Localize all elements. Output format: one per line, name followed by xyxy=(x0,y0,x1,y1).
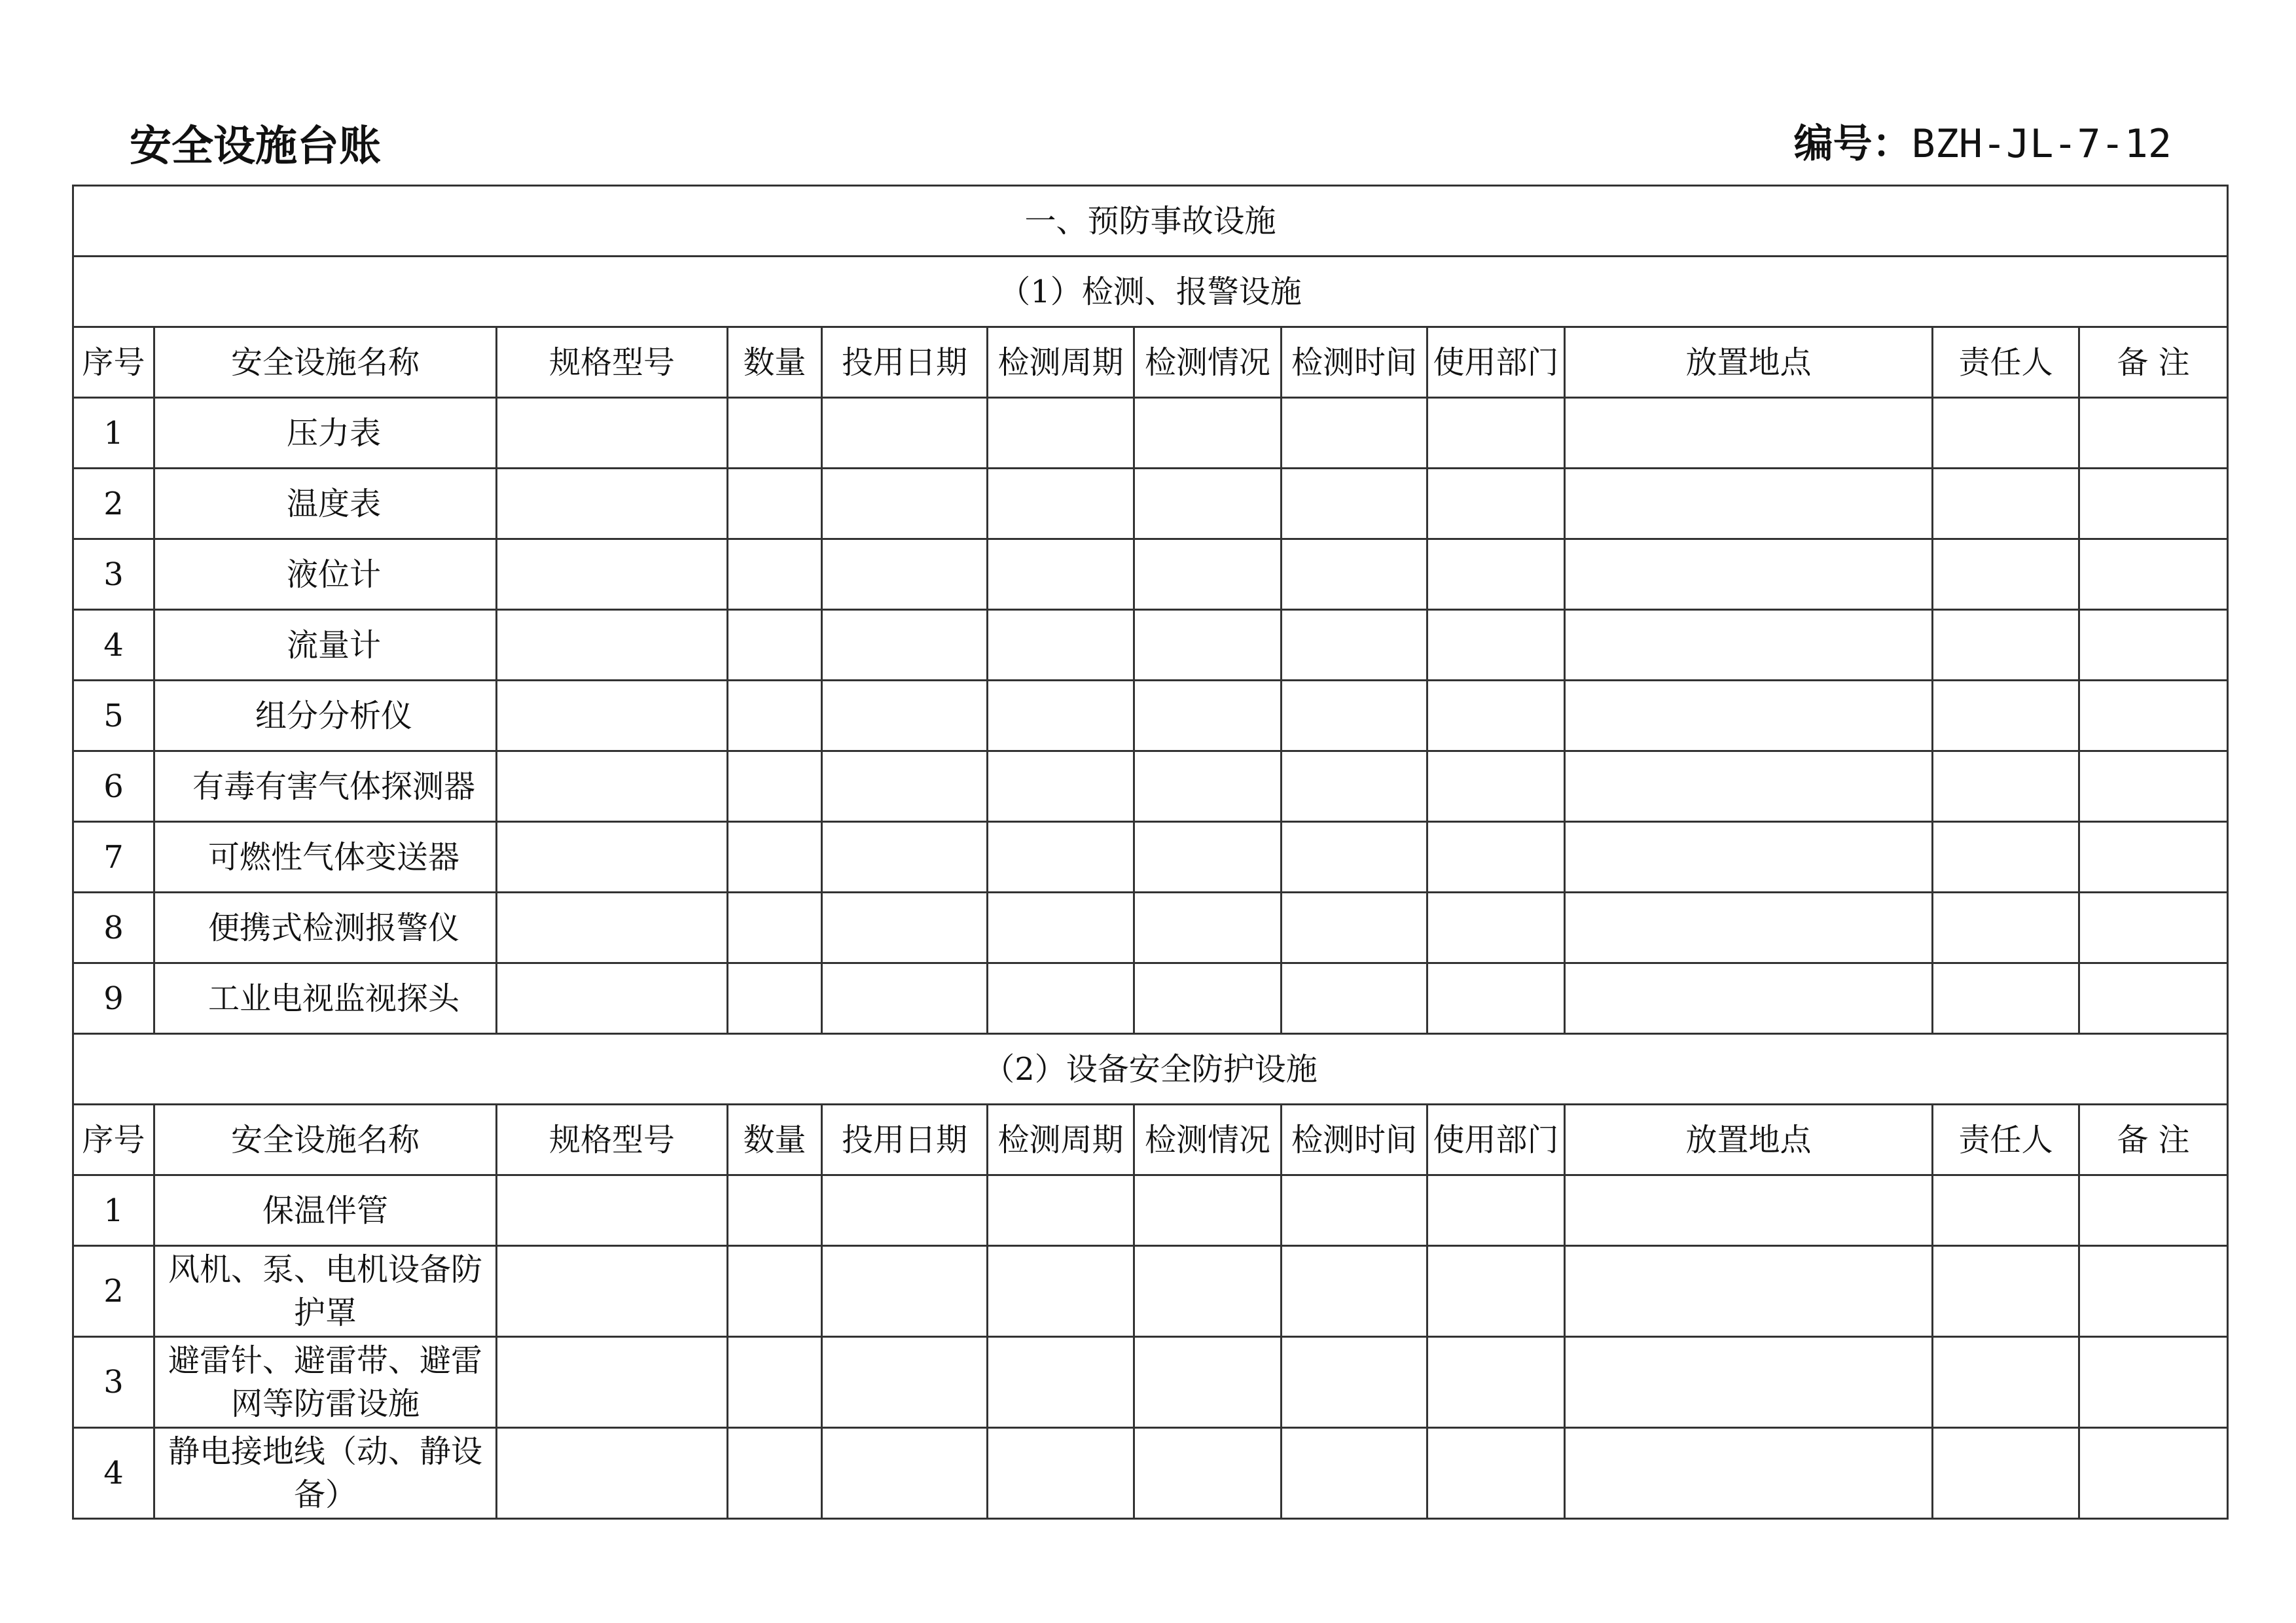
part2-title-row xyxy=(73,1034,2228,1105)
empty-cell xyxy=(497,1428,728,1519)
empty-cell xyxy=(1565,751,1933,822)
empty-cell xyxy=(497,751,728,822)
row-number: 3 xyxy=(73,539,154,610)
empty-cell xyxy=(988,1428,1134,1519)
facility-name: 保温伴管 xyxy=(154,1175,497,1246)
empty-cell xyxy=(988,539,1134,610)
column-header: 规格型号 xyxy=(497,327,728,398)
empty-cell xyxy=(1134,398,1282,469)
empty-cell xyxy=(988,681,1134,751)
empty-cell xyxy=(497,610,728,681)
empty-cell xyxy=(1933,751,2079,822)
empty-cell xyxy=(822,681,988,751)
empty-cell xyxy=(1933,610,2079,681)
empty-cell xyxy=(1282,398,1427,469)
row-number: 5 xyxy=(73,681,154,751)
empty-cell xyxy=(2079,469,2228,539)
column-header: 安全设施名称 xyxy=(154,327,497,398)
empty-cell xyxy=(728,893,822,963)
document-code xyxy=(1794,113,2172,169)
empty-cell xyxy=(728,681,822,751)
table-row xyxy=(73,1337,2228,1428)
empty-cell xyxy=(1134,469,1282,539)
empty-cell xyxy=(822,822,988,893)
facility-name: 静电接地线（动、静设备） xyxy=(154,1428,497,1519)
column-header: 检测情况 xyxy=(1134,327,1282,398)
empty-cell xyxy=(1282,469,1427,539)
facility-name: 风机、泵、电机设备防护罩 xyxy=(154,1246,497,1337)
empty-cell xyxy=(988,1246,1134,1337)
empty-cell xyxy=(728,610,822,681)
empty-cell xyxy=(497,1337,728,1428)
empty-cell xyxy=(1282,822,1427,893)
empty-cell xyxy=(1933,539,2079,610)
empty-cell xyxy=(822,1246,988,1337)
empty-cell xyxy=(822,1428,988,1519)
empty-cell xyxy=(2079,893,2228,963)
empty-cell xyxy=(1134,822,1282,893)
column-header: 责任人 xyxy=(1933,327,2079,398)
empty-cell xyxy=(1427,610,1565,681)
empty-cell xyxy=(1282,1246,1427,1337)
table-row xyxy=(73,751,2228,822)
empty-cell xyxy=(497,822,728,893)
empty-cell xyxy=(988,751,1134,822)
column-header: 责任人 xyxy=(1933,1105,2079,1175)
row-number: 2 xyxy=(73,1246,154,1337)
empty-cell xyxy=(1427,1175,1565,1246)
row-number: 8 xyxy=(73,893,154,963)
empty-cell xyxy=(497,398,728,469)
empty-cell xyxy=(728,1246,822,1337)
empty-cell xyxy=(2079,398,2228,469)
column-header: 序号 xyxy=(73,327,154,398)
empty-cell xyxy=(1282,1337,1427,1428)
table-row xyxy=(73,1428,2228,1519)
empty-cell xyxy=(822,963,988,1034)
empty-cell xyxy=(1427,1337,1565,1428)
empty-cell xyxy=(1134,1175,1282,1246)
empty-cell xyxy=(728,398,822,469)
empty-cell xyxy=(1565,681,1933,751)
part1-header-row xyxy=(73,327,2228,398)
empty-cell xyxy=(1565,1175,1933,1246)
empty-cell xyxy=(988,963,1134,1034)
row-number: 7 xyxy=(73,822,154,893)
code-value: BZH-JL-7-12 xyxy=(1911,121,2172,167)
empty-cell xyxy=(1427,1428,1565,1519)
empty-cell xyxy=(2079,681,2228,751)
empty-cell xyxy=(1427,1246,1565,1337)
empty-cell xyxy=(2079,539,2228,610)
table-row xyxy=(73,469,2228,539)
empty-cell xyxy=(2079,610,2228,681)
empty-cell xyxy=(822,539,988,610)
section-title: 一、预防事故设施 xyxy=(73,186,2228,257)
empty-cell xyxy=(1134,1337,1282,1428)
empty-cell xyxy=(1427,751,1565,822)
empty-cell xyxy=(728,751,822,822)
section-title-row xyxy=(73,186,2228,257)
empty-cell xyxy=(1427,398,1565,469)
empty-cell xyxy=(1282,751,1427,822)
facility-name: 可燃性气体变送器 xyxy=(154,822,497,893)
column-header: 投用日期 xyxy=(822,1105,988,1175)
column-header: 检测周期 xyxy=(988,1105,1134,1175)
empty-cell xyxy=(822,893,988,963)
row-number: 1 xyxy=(73,398,154,469)
code-label: 编号： xyxy=(1793,121,1912,167)
empty-cell xyxy=(1134,681,1282,751)
table-row xyxy=(73,681,2228,751)
empty-cell xyxy=(1565,1246,1933,1337)
column-header: 序号 xyxy=(73,1105,154,1175)
facility-name: 压力表 xyxy=(154,398,497,469)
empty-cell xyxy=(1134,751,1282,822)
part2-header-row xyxy=(73,1105,2228,1175)
facility-name: 温度表 xyxy=(154,469,497,539)
column-header: 投用日期 xyxy=(822,327,988,398)
empty-cell xyxy=(2079,1428,2228,1519)
column-header: 数量 xyxy=(728,1105,822,1175)
table-row xyxy=(73,893,2228,963)
row-number: 4 xyxy=(73,610,154,681)
empty-cell xyxy=(1282,610,1427,681)
empty-cell xyxy=(1427,963,1565,1034)
empty-cell xyxy=(497,681,728,751)
empty-cell xyxy=(1565,893,1933,963)
row-number: 6 xyxy=(73,751,154,822)
empty-cell xyxy=(1933,398,2079,469)
table-row xyxy=(73,539,2228,610)
empty-cell xyxy=(1933,1428,2079,1519)
table-row xyxy=(73,1175,2228,1246)
empty-cell xyxy=(1134,1246,1282,1337)
empty-cell xyxy=(1427,893,1565,963)
empty-cell xyxy=(1565,398,1933,469)
column-header: 检测时间 xyxy=(1282,1105,1427,1175)
column-header: 备 注 xyxy=(2079,1105,2228,1175)
empty-cell xyxy=(497,963,728,1034)
empty-cell xyxy=(1427,469,1565,539)
column-header: 备 注 xyxy=(2079,327,2228,398)
empty-cell xyxy=(2079,1337,2228,1428)
empty-cell xyxy=(497,1175,728,1246)
empty-cell xyxy=(1134,610,1282,681)
facility-name: 有毒有害气体探测器 xyxy=(154,751,497,822)
empty-cell xyxy=(1933,1337,2079,1428)
column-header: 放置地点 xyxy=(1565,1105,1933,1175)
empty-cell xyxy=(988,893,1134,963)
empty-cell xyxy=(1933,1175,2079,1246)
empty-cell xyxy=(822,469,988,539)
part1-title-row xyxy=(73,257,2228,327)
empty-cell xyxy=(497,1246,728,1337)
empty-cell xyxy=(988,1337,1134,1428)
empty-cell xyxy=(1427,681,1565,751)
empty-cell xyxy=(2079,751,2228,822)
table-row xyxy=(73,822,2228,893)
row-number: 3 xyxy=(73,1337,154,1428)
empty-cell xyxy=(988,1175,1134,1246)
empty-cell xyxy=(728,469,822,539)
empty-cell xyxy=(2079,1246,2228,1337)
empty-cell xyxy=(988,822,1134,893)
empty-cell xyxy=(1565,963,1933,1034)
empty-cell xyxy=(1134,539,1282,610)
column-header: 使用部门 xyxy=(1427,1105,1565,1175)
empty-cell xyxy=(1134,893,1282,963)
empty-cell xyxy=(988,398,1134,469)
facility-name: 液位计 xyxy=(154,539,497,610)
document-title: 安全设施台账 xyxy=(130,122,381,171)
empty-cell xyxy=(1565,1337,1933,1428)
empty-cell xyxy=(988,610,1134,681)
part2-title: （2）设备安全防护设施 xyxy=(73,1034,2228,1105)
empty-cell xyxy=(1427,539,1565,610)
table-row xyxy=(73,610,2228,681)
empty-cell xyxy=(1282,1175,1427,1246)
empty-cell xyxy=(822,1337,988,1428)
empty-cell xyxy=(1933,893,2079,963)
empty-cell xyxy=(1134,1428,1282,1519)
empty-cell xyxy=(1933,822,2079,893)
empty-cell xyxy=(1933,963,2079,1034)
empty-cell xyxy=(822,751,988,822)
facility-name: 工业电视监视探头 xyxy=(154,963,497,1034)
empty-cell xyxy=(988,469,1134,539)
empty-cell xyxy=(1565,610,1933,681)
empty-cell xyxy=(2079,1175,2228,1246)
column-header: 规格型号 xyxy=(497,1105,728,1175)
empty-cell xyxy=(1282,963,1427,1034)
empty-cell xyxy=(822,1175,988,1246)
empty-cell xyxy=(822,398,988,469)
empty-cell xyxy=(1427,822,1565,893)
empty-cell xyxy=(1565,822,1933,893)
row-number: 1 xyxy=(73,1175,154,1246)
column-header: 检测情况 xyxy=(1134,1105,1282,1175)
part1-title: （1）检测、报警设施 xyxy=(73,257,2228,327)
empty-cell xyxy=(1282,681,1427,751)
empty-cell xyxy=(497,539,728,610)
column-header: 安全设施名称 xyxy=(154,1105,497,1175)
empty-cell xyxy=(1933,1246,2079,1337)
column-header: 放置地点 xyxy=(1565,327,1933,398)
row-number: 2 xyxy=(73,469,154,539)
table-row xyxy=(73,398,2228,469)
facility-name: 避雷针、避雷带、避雷网等防雷设施 xyxy=(154,1337,497,1428)
empty-cell xyxy=(1565,1428,1933,1519)
facility-name: 组分分析仪 xyxy=(154,681,497,751)
empty-cell xyxy=(1565,539,1933,610)
column-header: 检测时间 xyxy=(1282,327,1427,398)
empty-cell xyxy=(1933,681,2079,751)
facility-name: 便携式检测报警仪 xyxy=(154,893,497,963)
empty-cell xyxy=(1282,893,1427,963)
table-row xyxy=(73,1246,2228,1337)
empty-cell xyxy=(2079,822,2228,893)
empty-cell xyxy=(497,469,728,539)
column-header: 检测周期 xyxy=(988,327,1134,398)
empty-cell xyxy=(1282,1428,1427,1519)
empty-cell xyxy=(1933,469,2079,539)
empty-cell xyxy=(1565,469,1933,539)
row-number: 9 xyxy=(73,963,154,1034)
column-header: 数量 xyxy=(728,327,822,398)
empty-cell xyxy=(822,610,988,681)
empty-cell xyxy=(728,822,822,893)
empty-cell xyxy=(728,1175,822,1246)
empty-cell xyxy=(1282,539,1427,610)
row-number: 4 xyxy=(73,1428,154,1519)
safety-facility-ledger-table xyxy=(72,185,2229,1520)
empty-cell xyxy=(728,1337,822,1428)
empty-cell xyxy=(2079,963,2228,1034)
empty-cell xyxy=(497,893,728,963)
empty-cell xyxy=(728,1428,822,1519)
table-row xyxy=(73,963,2228,1034)
column-header: 使用部门 xyxy=(1427,327,1565,398)
empty-cell xyxy=(1134,963,1282,1034)
empty-cell xyxy=(728,539,822,610)
empty-cell xyxy=(728,963,822,1034)
facility-name: 流量计 xyxy=(154,610,497,681)
